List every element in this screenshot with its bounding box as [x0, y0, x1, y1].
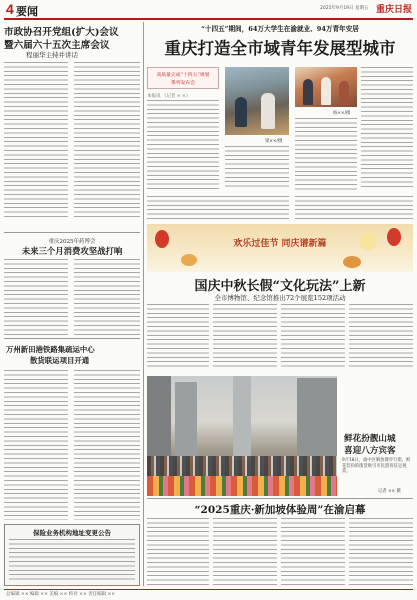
byline: 本报讯 （记者 × ×） [147, 94, 191, 99]
photo-story-credit: 记者 ×× 摄 [378, 489, 401, 494]
article-singapore-week [147, 500, 413, 586]
photo-story-caption: 9月18日，渝中区解放碑步行街，鲜花装扮的街景吸引市民游客驻足观赏。 [342, 458, 411, 475]
masthead-rule [4, 18, 413, 20]
photo-figure [303, 79, 313, 105]
paper-name: 重庆日报 [376, 5, 413, 15]
body-text [147, 304, 209, 370]
body-text [295, 118, 357, 190]
photo-story-text [342, 376, 413, 496]
headline-line2: 暨六届六十五次主席会议 [4, 40, 110, 51]
badge-line1: 高质量完成“十四五”规划 [156, 73, 210, 78]
body-text [147, 196, 289, 220]
series-badge [147, 67, 219, 89]
badge-line2: 系列发布会 [171, 81, 195, 86]
body-text [349, 304, 413, 370]
photo-figure [235, 97, 247, 127]
body-text [74, 62, 140, 220]
photo-credit: 梁××/摄 [265, 139, 283, 144]
page-number: 4 [6, 1, 14, 17]
photo-figure [339, 81, 349, 105]
body-text [213, 304, 277, 370]
photo-crowd [147, 456, 337, 478]
kicker: 重庆2025年药博会 [48, 239, 96, 245]
issue-date: 2025年9月19日 星期五 [320, 6, 369, 11]
subheadline: 全市博物馆、纪念馆推出72个展览152项活动 [214, 294, 346, 302]
body-text [4, 259, 68, 335]
divider [4, 338, 140, 339]
headline-line1: 市政协召开党组(扩大)会议 [4, 27, 119, 38]
subheadline: 程丽华主持并讲话 [26, 51, 78, 59]
body-text [213, 518, 277, 586]
body-text [295, 196, 413, 220]
body-text [74, 259, 140, 335]
article-railway [4, 342, 140, 520]
body-text [147, 100, 219, 190]
festival-banner [147, 224, 413, 272]
article-youth-city [147, 22, 413, 222]
body-text [349, 518, 413, 586]
headline: “2025重庆·新加坡体验周”在渝启幕 [194, 504, 366, 516]
divider [147, 498, 413, 499]
photo-building [233, 376, 251, 460]
body-text [361, 67, 413, 190]
notice-insurance [4, 524, 140, 586]
notice-title: 保险业务机构地址变更公告 [33, 529, 111, 537]
headline-line1: 万州新田港铁路集疏运中心 [6, 345, 95, 354]
article-festival [147, 274, 413, 374]
footer-text: 总编辑 ×× 编辑 ×× 美编 ×× 校对 ×× 责任编辑 ×× [6, 592, 116, 597]
notice-body [9, 539, 135, 583]
body-text [74, 370, 140, 520]
headline: 国庆中秋长假“文化玩法”上新 [194, 279, 366, 294]
divider [4, 232, 140, 233]
masthead [0, 0, 417, 18]
photo-industrial [225, 67, 289, 135]
footer-rule [4, 589, 413, 590]
headline-line2: 散货联运项目开通 [30, 356, 90, 365]
body-text [4, 370, 68, 520]
section-name: 要闻 [16, 5, 38, 18]
body-text [147, 518, 209, 586]
photo-flowerbed [147, 476, 337, 496]
flower-icon [343, 256, 361, 268]
body-text [225, 146, 289, 190]
kicker: “十四五”期间，64万大学生在渝就业、94万青年安居 [201, 25, 359, 33]
photo-story-title-line1: 鲜花扮靓山城 [344, 434, 396, 444]
photo-building [175, 382, 197, 460]
photo-story-title-line2: 喜迎八方宾客 [344, 446, 396, 456]
photo-youth [295, 67, 357, 107]
photo-street-flowers [147, 376, 337, 496]
photo-building [147, 376, 171, 460]
photo-figure [321, 77, 331, 105]
body-text [4, 62, 68, 220]
body-text [281, 304, 345, 370]
photo-building [297, 378, 337, 460]
article-party-meeting [4, 22, 140, 232]
article-consumption [4, 235, 140, 335]
headline: 未来三个月消费攻坚战打响 [21, 246, 123, 256]
photo-figure [261, 93, 275, 129]
banner-text: 欢乐过佳节 同庆谱新篇 [233, 239, 327, 249]
photo-credit: 杨××/摄 [333, 111, 351, 116]
flower-icon [181, 254, 197, 266]
column-divider [143, 22, 144, 586]
headline: 重庆打造全市域青年发展型城市 [164, 39, 396, 58]
body-text [281, 518, 345, 586]
